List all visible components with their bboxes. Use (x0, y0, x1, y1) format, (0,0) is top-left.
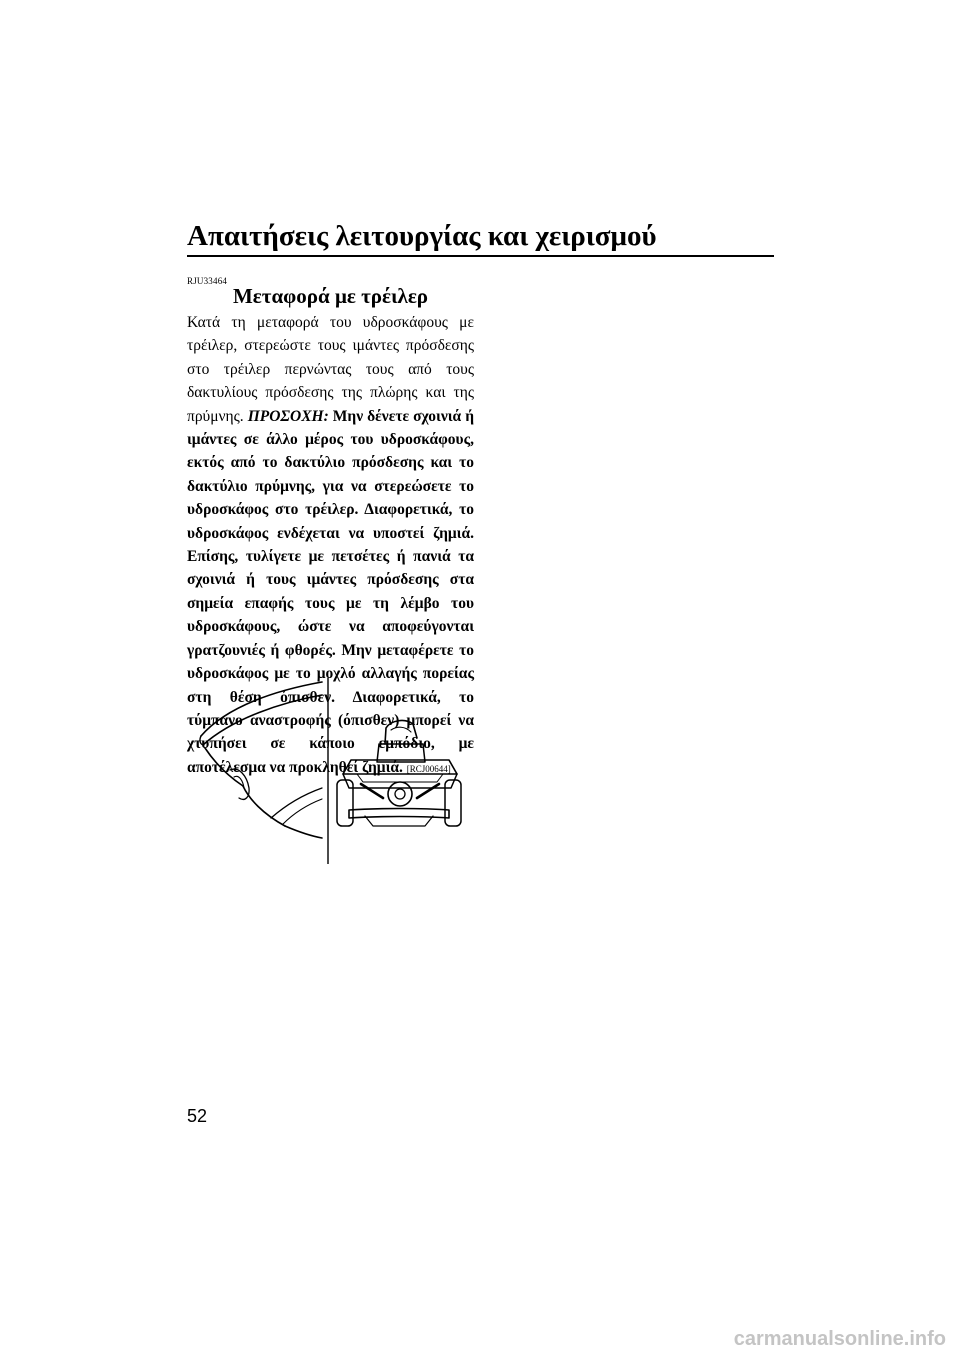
watermark: carmanualsonline.info (733, 1328, 946, 1350)
caution-text: Μην δένετε σχοινιά ή ιμάντες σε άλλο μέρος του υδροσκάφους, εκτός από το δακτύλιο πρόσδεσης και το δακτύλιο πρύμνης, για να στερεώσετε το υδροσκάφος στο τρέιλερ. Διαφορετικά, το υδροσκάφος ενδέχεται να υποστεί ζημιά. Επίσης, τυλίγετε με πετσέτες ή πανιά τα σχοινιά ή τους ιμάντες πρόσδεσης στα σημεία επαφής τους με τη λέμβο του υδροσκάφους, ώστε να αποφεύγονται γρατζουνιές ή φθορές. Μην μεταφέρετε το υδροσκάφος με το μοχλό αλλαγής πορείας στη θέση όπισθεν. Διαφορετικά, το τύμπανο αναστροφής (όπισθεν) μπορεί να χτυπήσει σε κάποιο εμπόδιο, με αποτέλεσμα να προκληθεί ζημιά. (187, 407, 475, 776)
header-divider (187, 255, 774, 257)
bow-hull-drawing (200, 682, 322, 838)
section-code: RJU33464 (187, 276, 228, 286)
chapter-title: Απαιτήσεις λειτουργίας και χειρισμού (187, 220, 657, 252)
trailer-rear-view-drawing (337, 721, 461, 826)
trailer-illustration (187, 678, 474, 864)
caution-label: ΠΡΟΣΟΧΗ: (247, 407, 329, 425)
caution-reference: [RCJ00644] (406, 763, 451, 774)
intro-text: Κατά τη μεταφορά του υδροσκάφους με τρέιλερ, στερεώστε τους ιμάντες πρόσδεσης στο τρέιλερ περνώντας τους από τους δακτυλίους πρόσδεσης της πλώρης και της πρύμνης. (187, 314, 474, 425)
page-number: 52 (187, 1106, 208, 1126)
section-title: Μεταφορά με τρέιλερ (232, 284, 429, 308)
